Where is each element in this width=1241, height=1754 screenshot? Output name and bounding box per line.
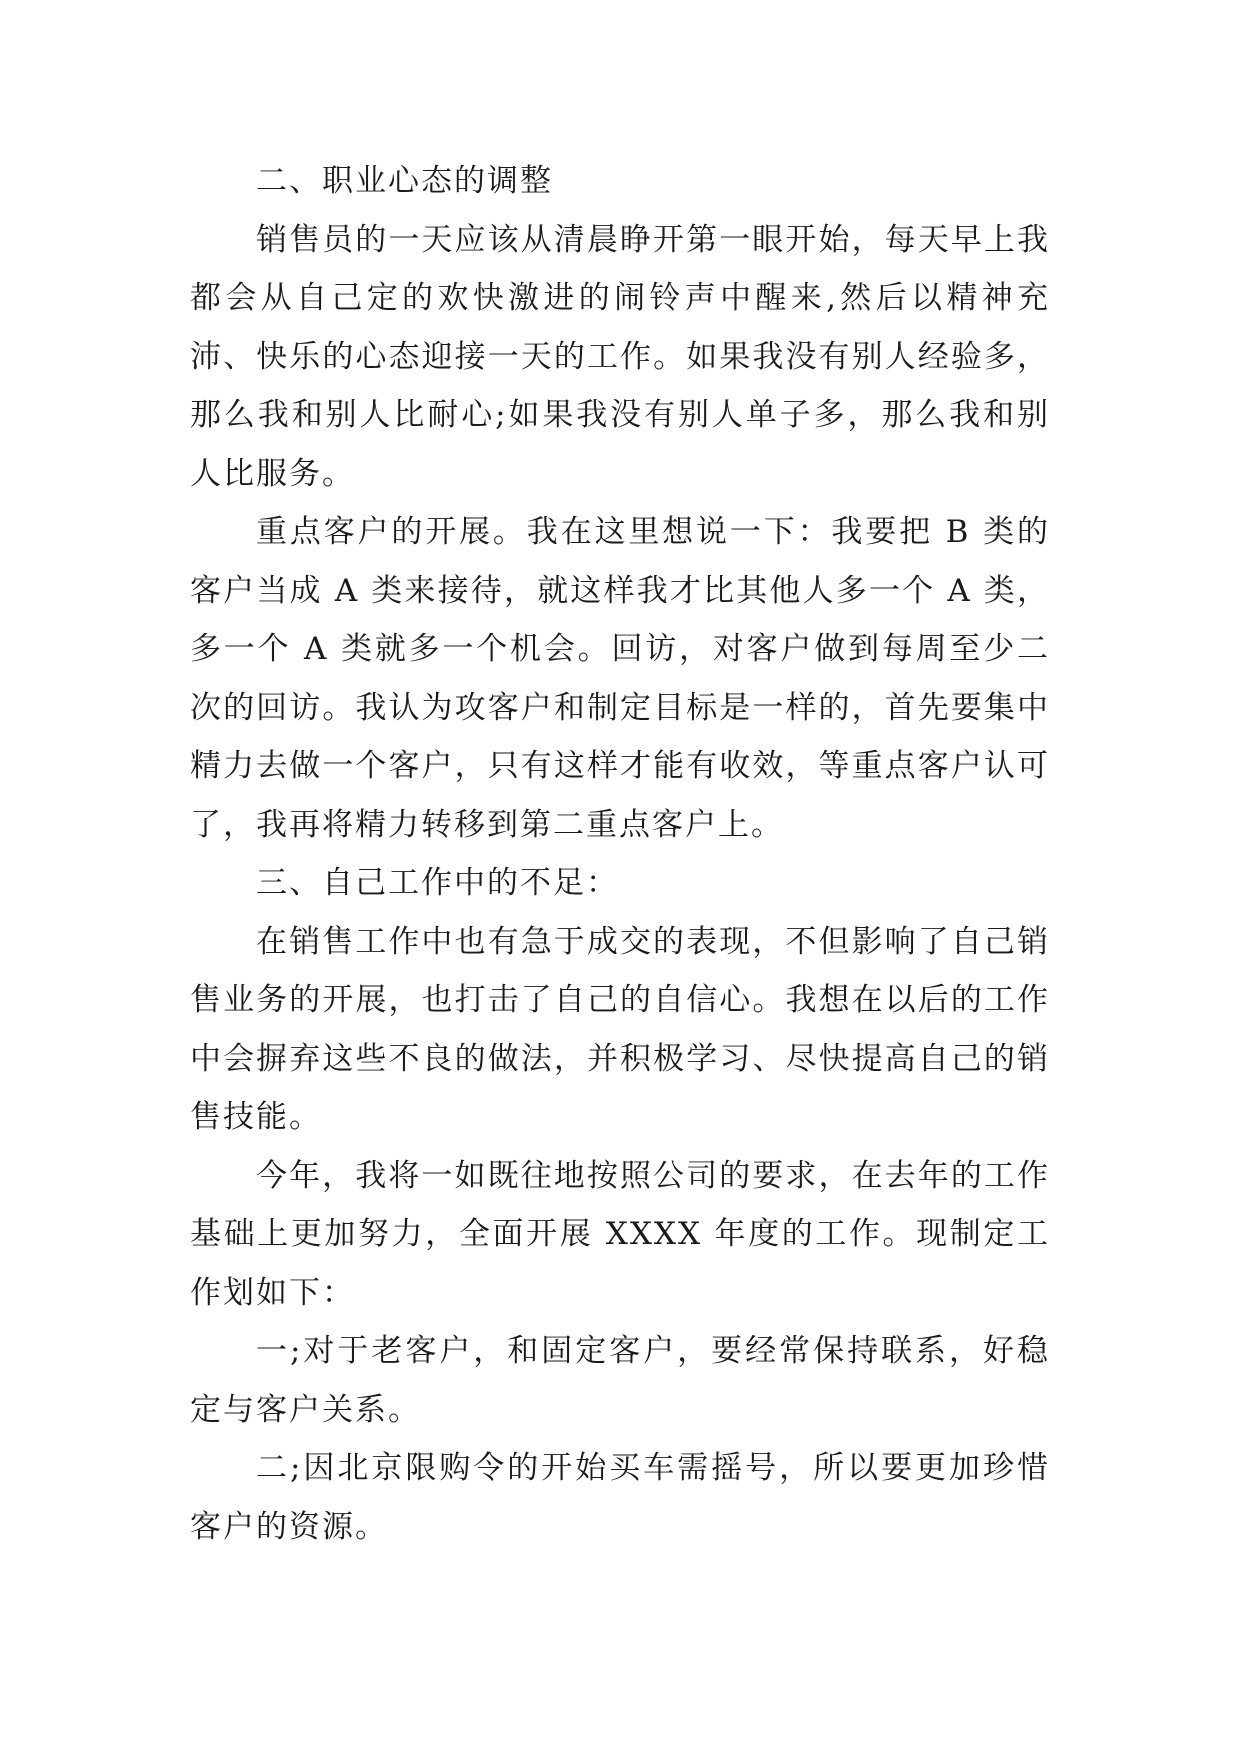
plan-item-1: 一;对于老客户，和固定客户，要经常保持联系，好稳定与客户关系。 xyxy=(190,1333,1050,1428)
paragraph-daily-mindset: 销售员的一天应该从清晨睁开第一眼开始，每天早上我都会从自己定的欢快激进的闹铃声中醒来,然后以精神充沛、快乐的心态迎接一天的工作。如果我没有别人经验多，那么我和别人比耐心;如果我没有别人单子多，那么我和别人比服务。 xyxy=(190,221,1050,492)
section-heading-career-mindset: 二、职业心态的调整 xyxy=(256,163,553,199)
plan-item-2: 二;因北京限购令的开始买车需摇号，所以要更加珍惜客户的资源。 xyxy=(190,1450,1050,1545)
section-heading-shortcomings: 三、自己工作中的不足： xyxy=(256,865,619,901)
paragraph-annual-plan: 今年，我将一如既往地按照公司的要求，在去年的工作基础上更加努力，全面开展 XXXX 年度的工作。现制定工作划如下： xyxy=(190,1157,1050,1311)
document-body xyxy=(190,152,1050,1556)
paragraph-key-clients: 重点客户的开展。我在这里想说一下：我要把 B 类的客户当成 A 类来接待，就这样我才比其他人多一个 A 类，多一个 A 类就多一个机会。回访，对客户做到每周至少二次的回访。我认为攻客户和制定目标是一样的，首先要集中精力去做一个客户，只有这样才能有收效，等重点客户认可了，我再将精力转移到第二重点客户上。 xyxy=(190,514,1050,843)
paragraph-shortcomings: 在销售工作中也有急于成交的表现，不但影响了自己销售业务的开展，也打击了自己的自信心。我想在以后的工作中会摒弃这些不良的做法，并积极学习、尽快提高自己的销售技能。 xyxy=(190,923,1050,1135)
